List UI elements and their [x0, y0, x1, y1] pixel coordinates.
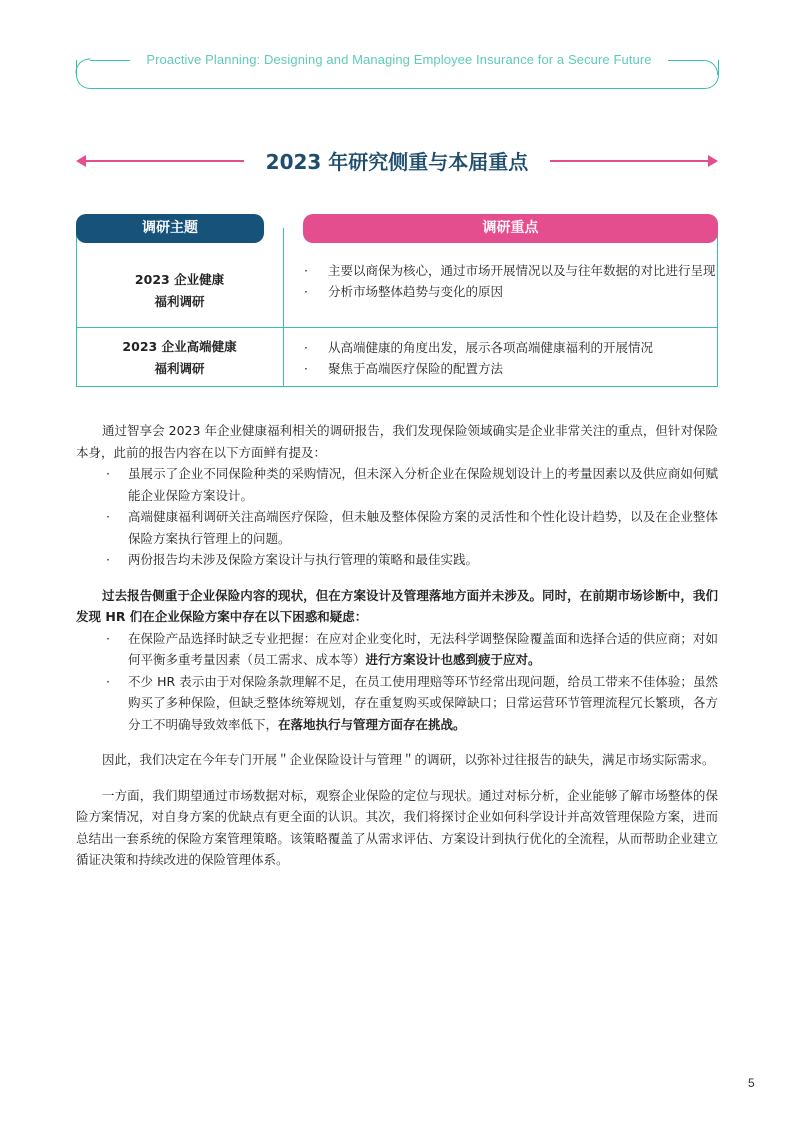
paragraph-3: 因此，我们决定在今年专门开展＂企业保险设计与管理＂的调研，以弥补过往报告的缺失，满足市场实际需求。	[102, 752, 715, 767]
bullet-icon: ·	[304, 284, 308, 299]
paragraph-2: 过去报告侧重于企业保险内容的现状，但在方案设计及管理落地方面并未涉及。同时，在前期市场诊断中，我们发现 HR 们在企业保险方案中存在以下困惑和疑虑：	[76, 587, 718, 624]
list-item	[76, 506, 718, 549]
item-text: 高端健康福利调研关注高端医疗保险，但未触及整体保险方案的灵活性和个性化设计趋势，以及在企业整体保险方案执行管理上的问题。	[128, 509, 718, 546]
arrow-right-icon	[708, 155, 718, 167]
list-item	[76, 549, 718, 571]
list-item	[76, 628, 718, 671]
table-divider-horizontal	[76, 327, 718, 328]
body-text	[76, 420, 718, 871]
section-title: 2023 年研究侧重与本届重点	[265, 150, 529, 174]
research-table	[76, 214, 718, 387]
bullet-icon: ·	[106, 673, 110, 689]
point-text: 从高端健康的角度出发，展示各项高端健康福利的开展情况	[328, 340, 654, 355]
item-text: 虽展示了企业不同保险种类的采购情况，但未深入分析企业在保险规划设计上的考量因素以及供应商如何赋能企业保险方案设计。	[128, 466, 718, 503]
point-text: 分析市场整体趋势与变化的原因	[328, 284, 504, 299]
paragraph-4: 一方面，我们期望通过市场数据对标，观察企业保险的定位与现状。通过对标分析，企业能够了解市场整体的保险方案情况，对自身方案的优缺点有更全面的认识。其次，我们将探讨企业如何科学设计并高效管理保险方案，进而总结出一套系统的保险方案管理策略。该策略覆盖了从需求评估、方案设计到执行优化的全流程，从而帮助企业建立循证决策和持续改进的保险管理体系。	[76, 787, 718, 867]
list-item	[304, 281, 716, 302]
title-rule-right	[550, 160, 708, 162]
table-header-focus: 调研重点	[303, 214, 718, 243]
topic-line: 福利调研	[154, 294, 205, 309]
table-row-1-topic	[76, 269, 283, 313]
page-number: 5	[748, 1076, 755, 1090]
bullet-icon: ·	[304, 263, 308, 278]
header-rule-left	[90, 60, 130, 61]
table-divider-vertical	[283, 228, 284, 386]
table-row-2-points	[304, 337, 716, 379]
point-text: 聚焦于高端医疗保险的配置方法	[328, 361, 504, 376]
bullet-list-2	[76, 628, 718, 736]
item-text: 在保险产品选择时缺乏专业把握：在应对企业变化时，无法科学调整保险覆盖面和选择合适的供应商；对如何平衡多重考量因素（员工需求、成本等）	[128, 630, 718, 667]
title-rule-left	[84, 160, 244, 162]
topic-line: 福利调研	[154, 361, 205, 376]
section-title-row	[76, 146, 718, 176]
list-item	[304, 337, 716, 358]
point-text: 主要以商保为核心，通过市场开展情况以及与往年数据的对比进行呈现	[328, 263, 716, 278]
bullet-list-1	[76, 463, 718, 571]
topic-line: 2023 企业健康	[134, 272, 225, 287]
list-item	[76, 463, 718, 506]
bullet-icon: ·	[304, 361, 308, 376]
table-row-1-points	[304, 260, 716, 302]
item-text-bold: 在落地执行与管理方面存在挑战。	[278, 716, 466, 732]
list-item	[76, 671, 718, 736]
table-row-2-topic	[76, 336, 283, 380]
paragraph-1: 通过智享会 2023 年企业健康福利相关的调研报告，我们发现保险领域确实是企业非常关注的重点，但针对保险本身，此前的报告内容在以下方面鲜有提及：	[76, 423, 718, 460]
bullet-icon: ·	[106, 630, 110, 646]
bullet-icon: ·	[106, 509, 110, 524]
list-item	[304, 358, 716, 379]
bullet-icon: ·	[106, 552, 110, 567]
item-text: 两份报告均未涉及保险方案设计与执行管理的策略和最佳实践。	[128, 552, 479, 567]
item-text: 不少 HR 表示由于对保险条款理解不足，在员工使用理赔等环节经常出现问题，给员工带来不佳体验；虽然购买了多种保险，但缺乏整体统筹规划，存在重复购买或保障缺口；日常运营环节管理流程冗长繁琐，各方分工不明确导致效率低下，	[128, 673, 718, 732]
list-item	[304, 260, 716, 281]
bullet-icon: ·	[106, 466, 110, 481]
running-header: Proactive Planning: Designing and Managing Employee Insurance for a Secure Future	[146, 52, 652, 67]
table-header-topic: 调研主题	[76, 214, 264, 243]
header-rule-right	[668, 60, 704, 61]
topic-line: 2023 企业高端健康	[122, 339, 237, 354]
item-text-bold: 进行方案设计也感到疲于应对。	[365, 652, 541, 667]
bullet-icon: ·	[304, 340, 308, 355]
